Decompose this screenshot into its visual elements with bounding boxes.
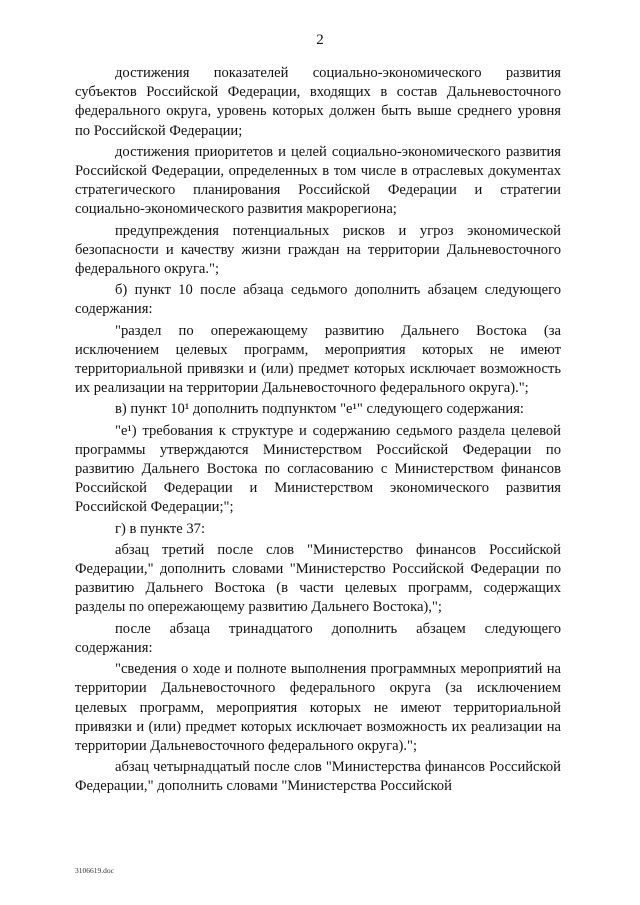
paragraph: абзац третий после слов "Министерство финансов Российской Федерации," дополнить словами "Министерство Российской Федерации по развитию Дальнего Востока (в части целевых программ, содержащих разделы по опережающему развитию Дальнего Востока),"; xyxy=(75,541,561,616)
paragraph: "сведения о ходе и полноте выполнения программных мероприятий на территории Дальневосточного федерального округа (за исключением целевых программ, мероприятия которых не имеют территориальной привязки и (или) предмет которых исключает возможность их реализации на территории Дальневосточного федерального округа)."; xyxy=(75,661,561,754)
paragraph: "е¹) требования к структуре и содержанию седьмого раздела целевой программы утверждаются Министерством Российской Федерации по развитию Дальнего Востока по согласованию с Министерством финансов Российской Федерации и Министерством экономического развития Российской Федерации;"; xyxy=(75,422,561,516)
paragraph: предупреждения потенциальных рисков и угроз экономической безопасности и качеству жизни граждан на территории Дальневосточного федерального округа."; xyxy=(75,222,561,278)
document-body xyxy=(75,64,561,797)
paragraph: абзац четырнадцатый после слов "Министерства финансов Российской Федерации," дополнить словами "Министерства Российской xyxy=(75,759,561,795)
document-filename: 3106619.doc xyxy=(75,866,114,875)
paragraph: б) пункт 10 после абзаца седьмого дополнить абзацем следующего содержания: xyxy=(75,282,561,318)
paragraph: г) в пункте 37: xyxy=(115,520,205,537)
paragraph: достижения приоритетов и целей социально-экономического развития Российской Федерации, определенных в том числе в отраслевых документах стратегического планирования Российской Федерации и стратегии социально-экономического развития макрорегиона; xyxy=(75,143,561,218)
paragraph: "раздел по опережающему развитию Дальнего Востока (за исключением целевых программ, мероприятия которых не имеют территориальной привязки и (или) предмет которых исключает возможность их реализации на территории Дальневосточного федерального округа)."; xyxy=(75,322,561,397)
page-number: 2 xyxy=(316,32,324,48)
paragraph: в) пункт 10¹ дополнить подпунктом "е¹" следующего содержания: xyxy=(115,401,524,418)
paragraph: после абзаца тринадцатого дополнить абзацем следующего содержания: xyxy=(75,620,561,656)
paragraph: достижения показателей социально-экономического развития субъектов Российской Федерации, входящих в состав Дальневосточного федерального округа, уровень которых должен быть выше среднего уровня по Российской Федерации; xyxy=(75,65,561,139)
